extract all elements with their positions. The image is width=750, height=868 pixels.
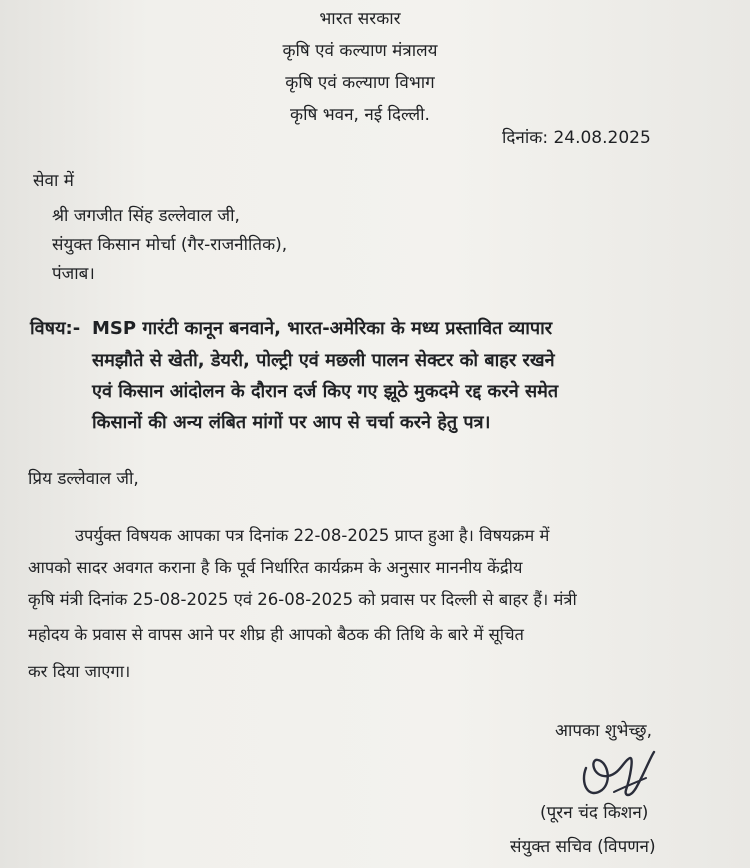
subject-line: किसानों की अन्य लंबित मांगों पर आप से चर्चा करने हेतु पत्र।	[92, 412, 491, 433]
body-line: कर दिया जाएगा।	[28, 662, 131, 681]
header-line-ministry: कृषि एवं कल्याण मंत्रालय	[282, 41, 438, 61]
signatory-designation: संयुक्त सचिव (विपणन)	[510, 837, 656, 857]
subject-line: MSP गारंटी कानून बनवाने, भारत-अमेरिका के मध्य प्रस्तावित व्यापार	[92, 318, 553, 339]
recipient-state: पंजाब।	[52, 264, 95, 284]
closing-sign-off: आपका शुभेच्छु,	[555, 721, 652, 741]
body-line: उपर्युक्त विषयक आपका पत्र दिनांक 22-08-2025 प्राप्त हुआ है। विषयक्रम में	[75, 526, 550, 545]
body-line: महोदय के प्रवास से वापस आने पर शीघ्र ही आपको बैठक की तिथि के बारे में सूचित	[28, 625, 524, 644]
subject-line: समझौते से खेती, डेयरी, पोल्ट्री एवं मछली पालन सेक्टर को बाहर रखने	[92, 350, 555, 371]
header-line-address: कृषि भवन, नई दिल्ली.	[290, 105, 430, 125]
signatory-name: (पूरन चंद किशन)	[540, 803, 649, 823]
body-line: कृषि मंत्री दिनांक 25-08-2025 एवं 26-08-2025 को प्रवास पर दिल्ली से बाहर हैं। मंत्री	[28, 590, 577, 609]
header-line-government: भारत सरकार	[319, 9, 401, 29]
recipient-organization: संयुक्त किसान मोर्चा (गैर-राजनीतिक),	[52, 235, 288, 255]
signature-icon	[568, 738, 678, 808]
header-line-department: कृषि एवं कल्याण विभाग	[285, 73, 435, 93]
letter-date: दिनांक: 24.08.2025	[502, 128, 651, 148]
subject-label: विषय:-	[30, 318, 81, 339]
greeting: प्रिय डल्लेवाल जी,	[28, 469, 139, 489]
body-line: आपको सादर अवगत कराना है कि पूर्व निर्धारित कार्यक्रम के अनुसार माननीय केंद्रीय	[28, 558, 523, 577]
recipient-name: श्री जगजीत सिंह डल्लेवाल जी,	[52, 206, 240, 226]
recipient-to: सेवा में	[33, 171, 74, 191]
subject-line: एवं किसान आंदोलन के दौरान दर्ज किए गए झूठे मुकदमे रद्द करने समेत	[92, 381, 559, 402]
